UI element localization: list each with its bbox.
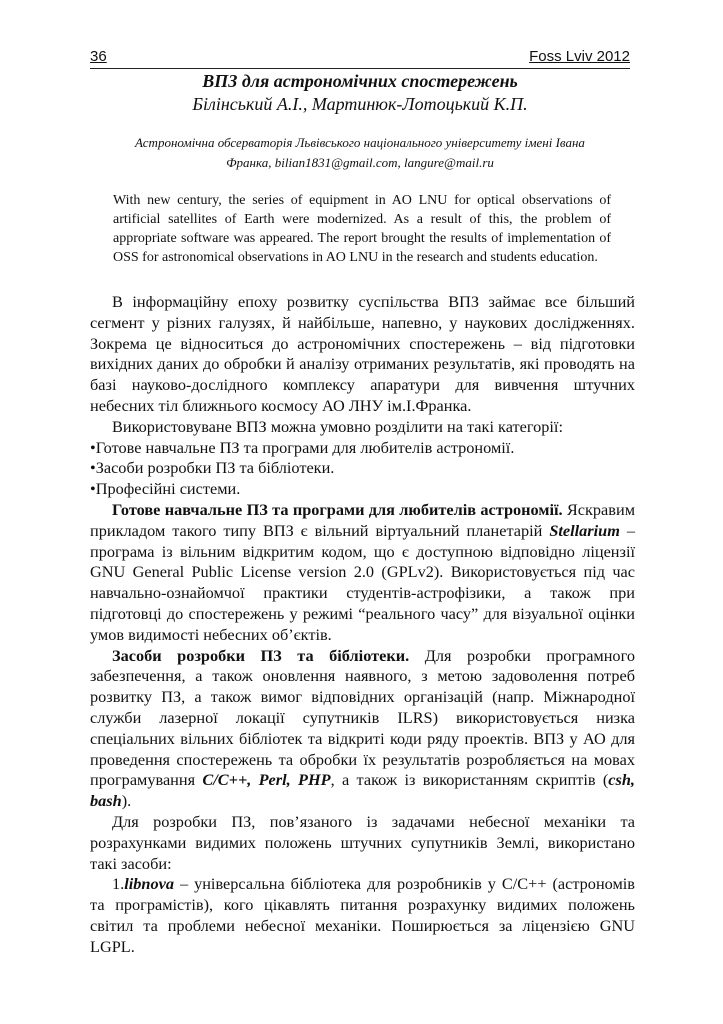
libnova-name: libnova: [124, 874, 174, 894]
conference-name: Foss Lviv 2012: [529, 48, 630, 65]
list-item: •Засоби розробки ПЗ та бібліотеки.: [90, 458, 335, 478]
paragraph-intro: В інформаційну епоху розвитку суспільства ВПЗ займає все більший сегмент у різних галузях, й найбільше, напевно, у наукових дослідженнях. Зокрема це відноситься до астрономічних спостережень – від підготовки вихідних даних до обробки й аналізу отриманих результатів, які проводять на базі науково-дослідного комплексу апаратури для вивчення штучних небесних тіл ближнього космосу АО ЛНУ ім.І.Франка.: [90, 292, 635, 415]
affiliation-line: Астрономічна обсерваторія Львівського національного університету імені Івана: [135, 135, 585, 150]
paper-title: ВПЗ для астрономічних спостережень: [202, 71, 518, 91]
languages: C/C++, Perl, PHP: [202, 770, 331, 790]
affiliation-emails: Франка, bilian1831@gmail.com, langure@mail.ru: [226, 155, 494, 170]
body-text: [90, 292, 635, 958]
list-item: •Професійні системи.: [90, 479, 241, 499]
page-number: 36: [90, 48, 107, 65]
list-item: •Готове навчальне ПЗ та програми для любителів астрономії.: [90, 437, 515, 457]
paragraph-categories: Використовуване ВПЗ можна умовно розділити на такі категорії:: [112, 416, 563, 436]
paragraph-educational-software: Готове навчальне ПЗ та програми для любителів астрономії. Яскравим прикладом такого типу ВПЗ є вільний віртуальний планетарій Stellarium – програма із вільним відкритим кодом, що є доступною відповідно ліцензії GNU General Public License version 2.0 (GPLv2). Використовується під час навчально-ознайомчої практики студентів-астрофізики, а також при підготовці до спостережень у режимі “реального часу” для візуальної оцінки умов видимості небесних об’єктів.: [90, 499, 635, 644]
paragraph-libnova: 1.libnova – універсальна бібліотека для розробників у C/C++ (астрономів та програмістів), кого цікавлять питання розрахунку видимих положень світил та проблеми небесної механіки. Поширюється за ліцензією GNU LGPL.: [90, 874, 635, 956]
section-lead: Засоби розробки ПЗ та бібліотеки.: [112, 645, 410, 665]
affiliation: [90, 133, 630, 173]
paragraph-celestial-mechanics: Для розробки ПЗ, пов’язаного із задачами небесної механіки та розрахунками видимих положень штучних супутників Землі, використано такі засоби:: [90, 811, 635, 873]
stellarium-name: Stellarium: [549, 520, 620, 540]
paper-authors: Білінський А.І., Мартинюк-Лотоцький К.П.: [192, 94, 528, 114]
abstract: With new century, the series of equipment in AO LNU for optical observations of artificial satellites of Earth were modernized. As a result of this, the problem of appropriate software was appeared. The report brought the results of implementation of OSS for astronomical observations in AO LNU in the research and students education.: [113, 193, 611, 265]
paragraph-dev-tools: Засоби розробки ПЗ та бібліотеки. Для розробки програмного забезпечення, а також оновлення наявного, з метою задоволення потреб розвитку ПЗ, а також вимог відповідних організацій (напр. Міжнародної служби лазерної локації супутників ILRS) використовується низка спеціальних вільних бібліотек та відкриті коди ряду проектів. ВПЗ у АО для проведення спостережень та обробки їх результатів розробляється на мовах програмування C/C++, Perl, PHP, а також із використанням скриптів (csh, bash).: [90, 645, 635, 811]
section-lead: Готове навчальне ПЗ та програми для любителів астрономії.: [112, 499, 563, 519]
running-header: [90, 48, 630, 69]
shells: csh, bash: [90, 770, 635, 811]
